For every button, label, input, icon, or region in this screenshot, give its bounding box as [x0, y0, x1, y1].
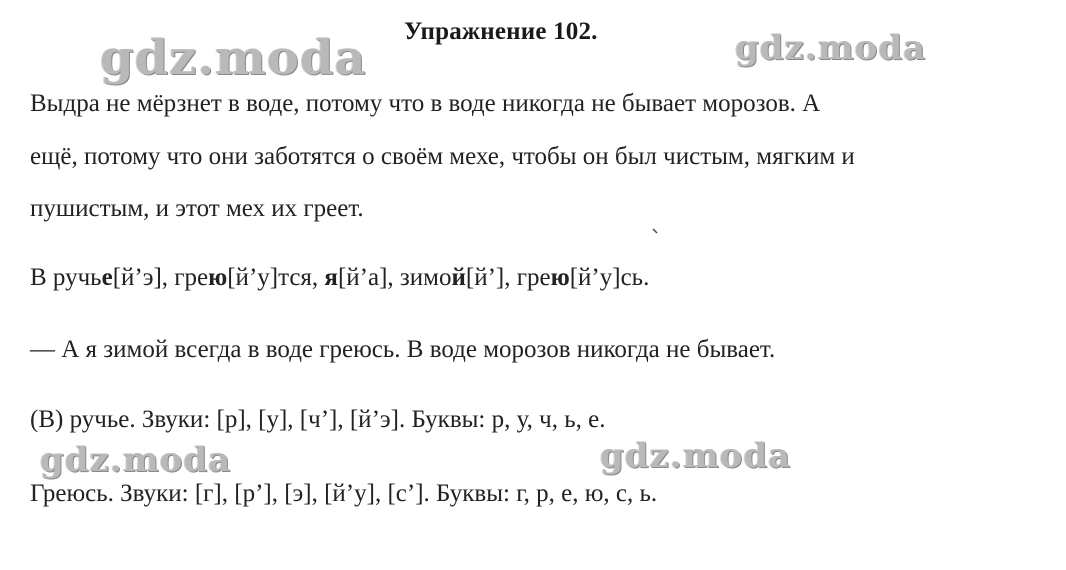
paragraph-line-2: ещё, потому что они заботятся о своём мехе, чтобы он был чистым, мягким и	[30, 143, 855, 170]
highlighted-letter: й	[451, 264, 466, 291]
transcription-part: [й’], гре	[465, 264, 551, 291]
highlighted-letter: ю	[208, 264, 228, 291]
transcription-part: [й’у]сь.	[569, 264, 650, 291]
transcription-part: В ручь	[30, 264, 102, 291]
watermark-bottom-right: gdz.moda	[600, 436, 792, 476]
watermark-top-right: gdz.moda	[735, 28, 927, 68]
stray-mark	[652, 228, 658, 234]
paragraph-line-1: Выдра не мёрзнет в воде, потому что в воде никогда не бывает морозов. А	[30, 90, 821, 117]
highlighted-letter: я	[324, 264, 338, 291]
paragraph-line-3: пушистым, и этот мех их греет.	[30, 195, 364, 222]
transcription-part: [й’у]тся,	[227, 264, 325, 291]
highlighted-letter: ю	[550, 264, 570, 291]
highlighted-letter: е	[101, 264, 113, 291]
dialogue-line: — А я зимой всегда в воде греюсь. В воде морозов никогда не бывает.	[30, 336, 776, 363]
transcription-part: [й’э], гре	[112, 264, 209, 291]
transcription-part: [й’а], зимо	[337, 264, 452, 291]
transcription-line	[30, 264, 649, 292]
analysis-line-2: Греюсь. Звуки: [г], [р’], [э], [й’у], [с’]. Буквы: г, р, е, ю, с, ь.	[30, 480, 658, 507]
watermark-top-left: gdz.moda	[100, 30, 367, 86]
exercise-title: Упражнение 102.	[404, 18, 598, 45]
analysis-line-1: (В) ручье. Звуки: [р], [у], [ч’], [й’э]. Буквы: р, у, ч, ь, е.	[30, 406, 606, 433]
watermark-bottom-left: gdz.moda	[40, 440, 232, 480]
